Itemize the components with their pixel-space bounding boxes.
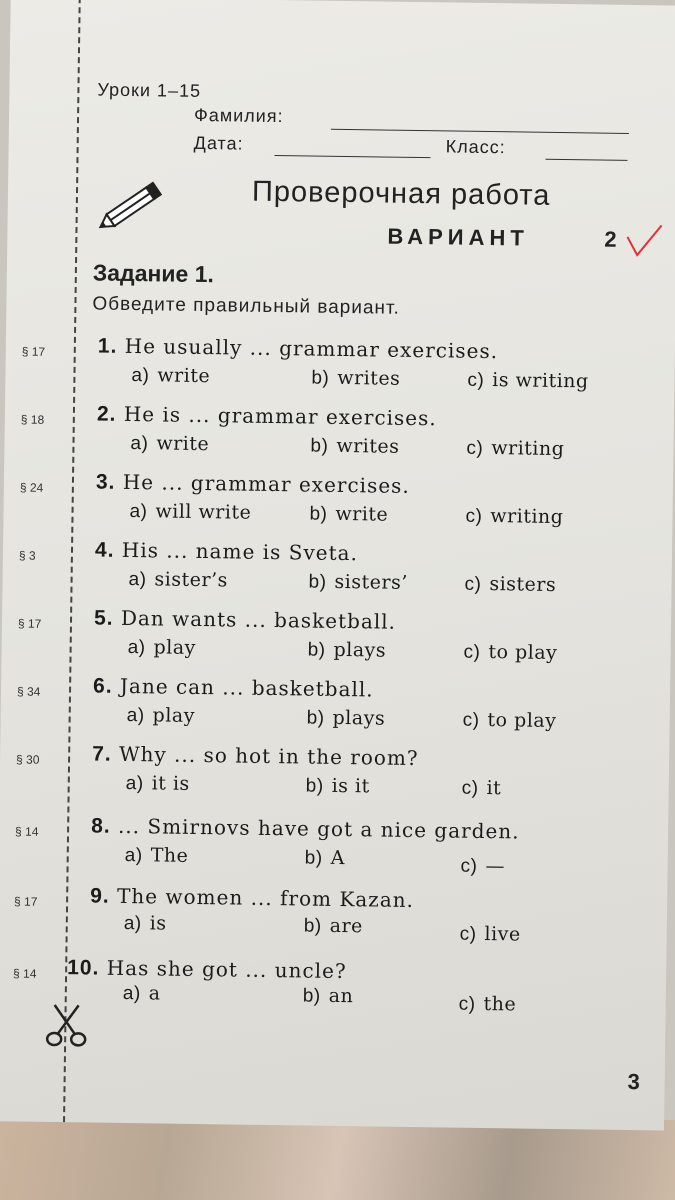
option-letter: b) <box>303 915 322 937</box>
task-instruction: Обведите правильный вариант. <box>92 293 401 319</box>
option-text: writes <box>337 366 401 390</box>
option-text: write <box>157 364 211 388</box>
option-b[interactable] <box>310 435 399 459</box>
option-a[interactable] <box>130 432 209 456</box>
option-letter: b) <box>310 435 329 457</box>
question-text: He usually ... grammar exercises. <box>124 333 499 364</box>
option-letter: b) <box>306 707 325 729</box>
option-letter: c) <box>465 505 483 527</box>
option-text: is <box>149 912 167 935</box>
option-text: is writing <box>492 369 589 393</box>
option-a[interactable] <box>131 364 210 388</box>
option-b[interactable] <box>303 984 354 1008</box>
question-number: 6. <box>92 674 113 698</box>
option-letter: c) <box>459 923 477 945</box>
question-item <box>91 814 520 845</box>
option-text: to play <box>487 709 557 732</box>
question-text: ... Smirnovs have got a nice garden. <box>117 813 520 844</box>
option-letter: a) <box>130 433 149 455</box>
section-ref: § 17 <box>14 894 38 909</box>
checkmark-icon <box>623 221 666 262</box>
question-number: 9. <box>90 884 110 908</box>
option-text: plays <box>332 706 386 730</box>
option-text: it <box>486 777 502 800</box>
option-letter: a) <box>131 365 150 387</box>
option-letter: c) <box>462 709 480 731</box>
option-a[interactable] <box>125 844 189 868</box>
option-text: the <box>483 992 517 1016</box>
option-letter: a) <box>122 982 141 1005</box>
option-text: are <box>329 914 364 938</box>
option-text: to play <box>488 641 558 664</box>
option-b[interactable] <box>306 774 370 798</box>
option-text: writes <box>336 434 400 458</box>
option-b[interactable] <box>309 503 388 527</box>
option-b[interactable] <box>307 639 386 663</box>
option-letter: a) <box>125 772 144 795</box>
option-letter: b) <box>308 571 327 593</box>
option-letter: b) <box>305 775 324 797</box>
option-letter: a) <box>129 501 148 523</box>
option-letter: c) <box>460 855 478 877</box>
option-c[interactable] <box>464 573 556 597</box>
lessons-label: Уроки 1–15 <box>97 79 202 101</box>
option-letter: a) <box>128 569 147 591</box>
option-text: writing <box>491 437 565 461</box>
question-item <box>97 402 437 432</box>
date-field[interactable] <box>275 155 431 158</box>
option-text: live <box>484 923 521 946</box>
option-a[interactable] <box>124 912 167 936</box>
date-label: Дата: <box>193 132 244 154</box>
question-text: The women ... from Kazan. <box>116 883 415 913</box>
section-ref: § 14 <box>12 966 37 981</box>
option-text: an <box>328 984 354 1008</box>
option-letter: b) <box>302 985 321 1007</box>
question-text: He is ... grammar exercises. <box>123 401 437 431</box>
section-ref: § 18 <box>20 412 45 427</box>
option-a[interactable] <box>127 704 196 728</box>
variant-number: 2 <box>604 226 622 252</box>
option-text: a <box>148 982 161 1005</box>
option-letter: b) <box>309 503 328 525</box>
question-text: Dan wants ... basketball. <box>120 605 397 634</box>
section-ref: § 17 <box>21 344 46 359</box>
option-text: A <box>330 846 346 870</box>
option-c[interactable] <box>459 993 517 1017</box>
question-number: 7. <box>92 742 112 766</box>
question-item <box>67 955 347 984</box>
option-b[interactable] <box>311 367 400 391</box>
option-a[interactable] <box>126 772 190 796</box>
option-text: will write <box>155 500 252 524</box>
option-c[interactable] <box>466 437 564 461</box>
option-letter: b) <box>304 847 323 869</box>
option-letter: c) <box>463 641 481 663</box>
option-b[interactable] <box>307 707 386 731</box>
option-text: plays <box>333 638 387 662</box>
question-number: 5. <box>93 606 114 630</box>
option-text: The <box>150 844 189 867</box>
surname-label: Фамилия: <box>193 104 284 127</box>
page-title: Проверочная работа <box>251 175 551 212</box>
question-text: Has she got ... uncle? <box>106 955 347 984</box>
option-c[interactable] <box>463 709 557 733</box>
option-c[interactable] <box>462 777 502 801</box>
question-number: 3. <box>95 470 116 494</box>
section-ref: § 24 <box>19 480 44 495</box>
option-a[interactable] <box>128 568 228 592</box>
option-a[interactable] <box>129 500 251 525</box>
question-item <box>95 538 358 567</box>
class-label: Класс: <box>445 136 506 158</box>
page-number: 3 <box>627 1069 641 1095</box>
option-letter: c) <box>467 369 485 391</box>
option-text: it is <box>151 772 190 795</box>
scissors-icon <box>44 1001 89 1050</box>
option-c[interactable] <box>460 855 505 879</box>
option-letter: a) <box>126 704 145 727</box>
question-text: He ... grammar exercises. <box>122 469 410 498</box>
question-item <box>90 883 414 913</box>
option-b[interactable] <box>308 571 408 595</box>
option-letter: b) <box>307 639 326 661</box>
task-title: Задание 1. <box>92 259 215 288</box>
option-text: play <box>152 704 196 727</box>
option-letter: c) <box>464 573 482 595</box>
option-b[interactable] <box>304 914 363 938</box>
pencil-icon <box>93 173 172 236</box>
option-text: sister’s <box>154 568 229 592</box>
question-item <box>98 334 499 365</box>
question-item <box>94 606 396 635</box>
option-text: write <box>335 502 389 526</box>
question-number: 8. <box>91 814 111 838</box>
option-letter: b) <box>311 367 330 389</box>
question-number: 10. <box>67 956 100 980</box>
section-ref: § 30 <box>15 752 40 767</box>
option-letter: a) <box>124 844 143 867</box>
question-item <box>96 470 410 499</box>
question-text: Jane can ... basketball. <box>119 673 374 702</box>
question-number: 4. <box>94 538 115 562</box>
section-ref: § 17 <box>17 616 42 631</box>
option-text: sisters <box>489 573 557 596</box>
question-text: Why ... so hot in the room? <box>118 741 419 771</box>
section-ref: § 14 <box>14 824 39 839</box>
variant-label: ВАРИАНТ <box>387 223 529 251</box>
option-text: write <box>156 432 210 456</box>
question-item <box>93 674 374 703</box>
surname-field[interactable] <box>331 129 629 134</box>
option-c[interactable] <box>463 641 557 665</box>
question-text: His ... name is Sveta. <box>121 537 359 566</box>
option-text: writing <box>490 505 564 529</box>
question-item <box>92 742 419 772</box>
option-a[interactable] <box>123 982 161 1006</box>
cut-line <box>63 0 81 1122</box>
option-letter: a) <box>127 636 146 659</box>
background-fabric <box>0 1120 675 1200</box>
option-c[interactable] <box>465 505 563 529</box>
section-ref: § 34 <box>16 684 41 699</box>
question-number: 2. <box>96 402 117 426</box>
option-letter: a) <box>123 912 142 935</box>
section-ref: § 3 <box>18 548 36 563</box>
option-letter: c) <box>458 993 476 1015</box>
option-c[interactable] <box>467 369 589 394</box>
option-letter: c) <box>466 437 484 459</box>
option-text: is it <box>331 774 370 798</box>
question-number: 1. <box>97 334 118 358</box>
option-text: play <box>153 636 197 659</box>
option-c[interactable] <box>460 923 521 947</box>
option-text: sisters’ <box>334 570 408 594</box>
class-field[interactable] <box>546 159 628 161</box>
option-a[interactable] <box>127 636 196 660</box>
option-text: — <box>485 855 506 878</box>
option-letter: c) <box>461 777 479 799</box>
option-b[interactable] <box>305 846 345 870</box>
